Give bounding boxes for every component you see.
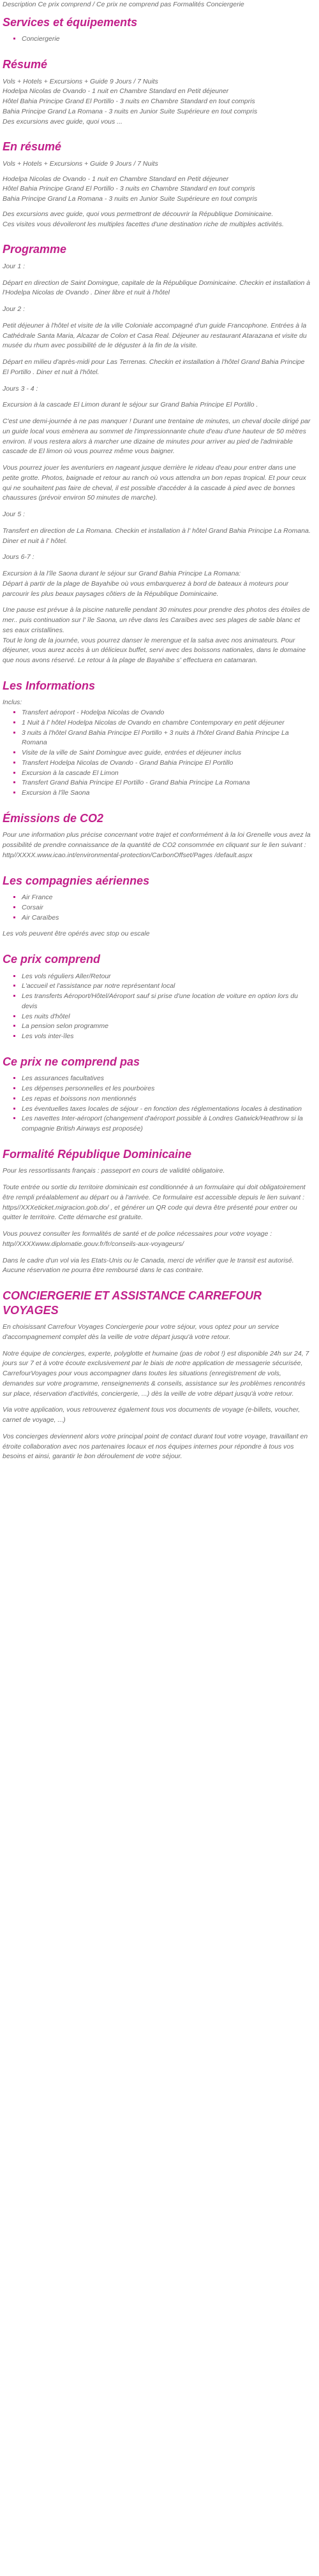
list-item: ▪ Corsair (22, 903, 311, 913)
services-list (3, 34, 311, 45)
comprend-list (3, 972, 311, 1042)
list-item: ▪ Conciergerie (22, 34, 311, 45)
programme-paragraph: Transfert en direction de La Romana. Checkin et installation à l' hôtel Grand Bahia Principe La Romana. Diner et nuit à l' hôtel. (3, 526, 311, 545)
formalite-paragraph: Toute entrée ou sortie du territoire dominicain est conditionnée à un formulaire qui doit obligatoirement être rempli préalablement au départ ou à l'arrivée. Ce formulaire est accessible depuis le lien suivant : https//XXXeticket.migracion.gob.do/ , et générer un QR code qui devra être présenté pour entrer ou quitter le territoire. Cette démarche est gratuite. (3, 1183, 306, 1222)
spacer (3, 170, 311, 175)
resume-text (3, 77, 311, 127)
en-resume-line: Hodelpa Nicolas de Ovando - 1 nuit en Chambre Standard en Petit déjeuner (3, 175, 229, 183)
formalite-paragraph: Pour les ressortissants français : passeport en cours de validité obligatoire. (3, 1167, 225, 1175)
list-item: ▪ 1 Nuit à l' hôtel Hodelpa Nicolas de Ovando en chambre Contemporary en petit déjeuner (22, 718, 311, 728)
list-item: ▪ Les éventuelles taxes locales de séjour - en fonction des réglementations locales à destination (22, 1104, 311, 1115)
conciergerie-paragraph: Vos concierges deviennent alors votre principal point de contact durant tout votre voyage, travaillant en étroite collaboration avec nos partenaires locaux et nos équipes internes pour répondre à tous vos besoins et ainsi, garantir le bon déroulement de votre séjour. (3, 1432, 308, 1461)
programme-paragraph: Jours 6-7 : (3, 553, 34, 561)
list-item: ▪ Les transferts Aéroport/Hôtel/Aéroport sauf si prise d'une location de voiture en option lors du devis (22, 992, 311, 1012)
informations-intro: Inclus: (3, 698, 22, 707)
list-item: ▪ Air France (22, 893, 311, 903)
resume-line: Des excursions avec guide, quoi vous ... (3, 117, 122, 126)
programme-paragraph: C'est une demi-journée à ne pas manquer ! Durant une trentaine de minutes, un cheval docile dirigé par un guide local vous emènera au sommet de l'impressionnante chute d'eau d'une hauteur de 50 mètres environ. Il vous restera alors à marcher une dizaine de minutes pour arriver au pied de l'admirable cascade de El limon où vous pourrez même vous baigner. (3, 417, 311, 456)
conciergerie-title: CONCIERGERIE ET ASSISTANCE CARREFOUR VOYAGES (3, 1289, 262, 1317)
informations-section (3, 679, 311, 799)
resume-line: Hôtel Bahia Principe Grand El Portillo - 3 nuits en Chambre Standard en tout compris (3, 98, 255, 105)
resume-line: Hodelpa Nicolas de Ovando - 1 nuit en Chambre Standard en Petit déjeuner (3, 87, 229, 96)
programme-body (3, 262, 311, 666)
conciergerie-body (3, 1322, 311, 1462)
list-item: ▪ Transfert aéroport - Hodelpa Nicolas de Ovando (22, 708, 311, 718)
list-item: ▪ Les dépenses personnelles et les pourboires (22, 1084, 311, 1094)
formalite-paragraph: Vous pouvez consulter les formalités de santé et de police nécessaires pour votre voyage : http//XXXXwww.diplomatie.gouv.fr/fr/conseils-aux-voyageurs/ (3, 1230, 272, 1248)
list-item: ▪ 3 nuits à l'hôtel Grand Bahia Principe El Portillo + 3 nuits à l'hôtel Grand Bahia Principe La Romana (22, 728, 311, 749)
list-item: ▪ L'accueil et l'assistance par notre représentant local (22, 981, 311, 992)
comprend-title: Ce prix comprend (3, 953, 101, 966)
formalite-paragraph: Dans le cadre d'un vol via les Etats-Unis ou le Canada, merci de vérifier que le transit est autorisé. Aucune réservation ne pourra être remboursé dans le cas contraire. (3, 1256, 294, 1275)
programme-paragraph: Excursion à la l'île Saona durant le séjour sur Grand Bahia Principe La Romana: Départ à partir de la plage de Bayahibe où vous embarquerez à bord de bateaux à moteurs pour parcourir les plus beaux paysages côtiers de la République Dominicaine. (3, 570, 289, 598)
spacer (3, 205, 311, 210)
compagnies-note: Les vols peuvent être opérés avec stop ou escale (3, 930, 150, 938)
list-item: ▪ Les vols inter-îles (22, 1032, 311, 1042)
formalite-body (3, 1166, 311, 1276)
ne-comprend-title: Ce prix ne comprend pas (3, 1055, 140, 1068)
programme-section (3, 242, 311, 666)
list-item: ▪ Excursion à l'île Saona (22, 788, 311, 799)
programme-paragraph: Petit déjeuner à l'hôtel et visite de la ville Coloniale accompagné d'un guide Francophone. Entrées à la Cathédrale Santa Maria, Alcazar de Colon et Casa Real. Déjeuner au restaurant Atarazana et visite du musée du rhum avec possibilité de le déguster à la fin de la visite. (3, 321, 307, 350)
en-resume-line: Bahia Principe Grand La Romana - 3 nuits en Junior Suite Supérieure en tout compris (3, 195, 258, 203)
informations-title: Les Informations (3, 679, 96, 692)
list-item: ▪ Les repas et boissons non mentionnés (22, 1094, 311, 1104)
en-resume-line: Hôtel Bahia Principe Grand El Portillo - 3 nuits en Chambre Standard en tout compris (3, 185, 255, 193)
en-resume-line: Des excursions avec guide, quoi vous permettront de découvrir la République Dominicaine. (3, 210, 274, 218)
compagnies-section (3, 874, 311, 940)
en-resume-line: Ces visites vous dévoileront les multiples facettes d'une destination riche de multiples activités. (3, 220, 284, 228)
ne-comprend-list (3, 1074, 311, 1134)
programme-title: Programme (3, 243, 67, 256)
formalite-title: Formalité République Dominicaine (3, 1147, 192, 1161)
programme-paragraph: Jour 5 : (3, 510, 26, 518)
programme-paragraph: Excursion à la cascade El Limon durant le séjour sur Grand Bahia Principe El Portillo . (3, 401, 258, 409)
resume-section (3, 57, 311, 127)
informations-list (3, 708, 311, 799)
programme-paragraph: Une pause est prévue à la piscine naturelle pendant 30 minutes pour prendre des photos des étoiles de mer.. puis continuation sur l' île Saona, un rêve dans les Caraïbes avec ses plages de sable blanc et ses eaux cristallines. Tout le long de la journée, vous pourrez danser le merengue et la salsa avec nos animateurs. Pour déjeuner, vous aurez accès à un délicieux buffet, servi avec des boissons nationales, dans le domaine que nous avons réservé. Le retour à la plage de Bayahibe s' effectuera en catamaran. (3, 606, 310, 664)
resume-title: Résumé (3, 58, 48, 71)
list-item: ▪ Excursion à la cascade El Limon (22, 769, 311, 779)
conciergerie-paragraph: Via votre application, vous retrouverez également tous vos documents de voyage (e-billets, voucher, carnet de voyage, ...) (3, 1406, 300, 1424)
programme-paragraph: Jours 3 - 4 : (3, 384, 38, 393)
programme-paragraph: Départ en milieu d'après-midi pour Las Terrenas. Checkin et installation à l'hôtel Grand Bahia Principe El Portillo . Diner et nuit à l'hôtel. (3, 358, 305, 376)
list-item: ▪ Transfert Grand Bahia Principe El Portillo - Grand Bahia Principe La Romana (22, 778, 311, 788)
programme-paragraph: Vous pourrez jouer les aventuriers en nageant jusque derrière le rideau d'eau pour entrer dans une petite grotte. Photos, baignade et retour au ranch où vous attendra un bon repas tropical. Et pour ceux qui ne souhaitent pas faire de cheval, il est possible d'accéder à la cascade à pied avec de bonnes chaussures (prévoir environ 50 minutes de marche). (3, 464, 306, 502)
conciergerie-paragraph: Notre équipe de concierges, experte, polyglotte et humaine (pas de robot !) est disponible 24h sur 24, 7 jours sur 7 et à votre écoute exclusivement par le biais de notre application de messagerie sécurisée, CarrefourVoyages pour vous accompagner dans toutes les situations (enregistrement de vols, demandes sur votre programme, renseignements & conseils, assistance sur les problèmes rencontrés sur place, réservation d'activités, conciergerie, ...) dès la veille de votre départ jusqu'à votre retour. (3, 1349, 309, 1398)
list-item: ▪ Transfert Hodelpa Nicolas de Ovando - Grand Bahia Principe El Portillo (22, 758, 311, 769)
co2-title: Émissions de CO2 (3, 811, 104, 825)
list-item: ▪ La pension selon programme (22, 1022, 311, 1032)
ne-comprend-section (3, 1055, 311, 1134)
programme-paragraph: Départ en direction de Saint Domingue, capitale de la République Dominicaine. Checkin et installation à l'Hodelpa Nicolas de Ovando . Diner libre et nuit à l'hôtel (3, 279, 311, 297)
en-resume-section (3, 140, 311, 229)
list-item: ▪ Air Caraïbes (22, 913, 311, 923)
list-item: ▪ Les nuits d'hôtel (22, 1012, 311, 1022)
en-resume-line: Vols + Hotels + Excursions + Guide 9 Jours / 7 Nuits (3, 159, 158, 168)
compagnies-list (3, 893, 311, 923)
resume-line: Vols + Hotels + Excursions + Guide 9 Jours / 7 Nuits (3, 77, 158, 85)
co2-text: Pour une information plus précise concernant votre trajet et conformément à la loi Grenelle vous avez la possibilité de prendre connaissance de la quantité de CO2 consommée en cliquant sur le lien suivant : http//XXXX.www.icao.int/environmental-protection/CarbonOffset/Pages /default.aspx (3, 831, 311, 859)
compagnies-title: Les compagnies aériennes (3, 874, 150, 887)
breadcrumb: Description Ce prix comprend / Ce prix ne comprend pas Formalités Conciergerie (3, 1, 244, 8)
comprend-section (3, 952, 311, 1042)
en-resume-title: En résumé (3, 140, 62, 154)
conciergerie-paragraph: En choisissant Carrefour Voyages Conciergerie pour votre séjour, vous optez pour un service d'accompagnement complet dès la veille de votre départ jusqu'à votre retour. (3, 1323, 279, 1341)
list-item: ▪ Les navettes Inter-aéroport (changement d'aéroport possible à Londres Gatwick/Heathrow si la compagnie British Airways est proposée) (22, 1114, 311, 1134)
services-section (3, 15, 311, 45)
co2-section (3, 811, 311, 861)
formalite-section (3, 1147, 311, 1276)
services-title: Services et équipements (3, 15, 138, 29)
programme-paragraph: Jour 1 : (3, 262, 26, 270)
en-resume-text (3, 159, 311, 230)
list-item: ▪ Les assurances facultatives (22, 1074, 311, 1084)
list-item: ▪ Visite de la ville de Saint Domingue avec guide, entrées et déjeuner inclus (22, 748, 311, 758)
conciergerie-section (3, 1289, 311, 1462)
programme-paragraph: Jour 2 : (3, 305, 26, 313)
list-item: ▪ Les vols réguliers Aller/Retour (22, 972, 311, 982)
resume-line: Bahia Principe Grand La Romana - 3 nuits en Junior Suite Supérieure en tout compris (3, 107, 258, 115)
